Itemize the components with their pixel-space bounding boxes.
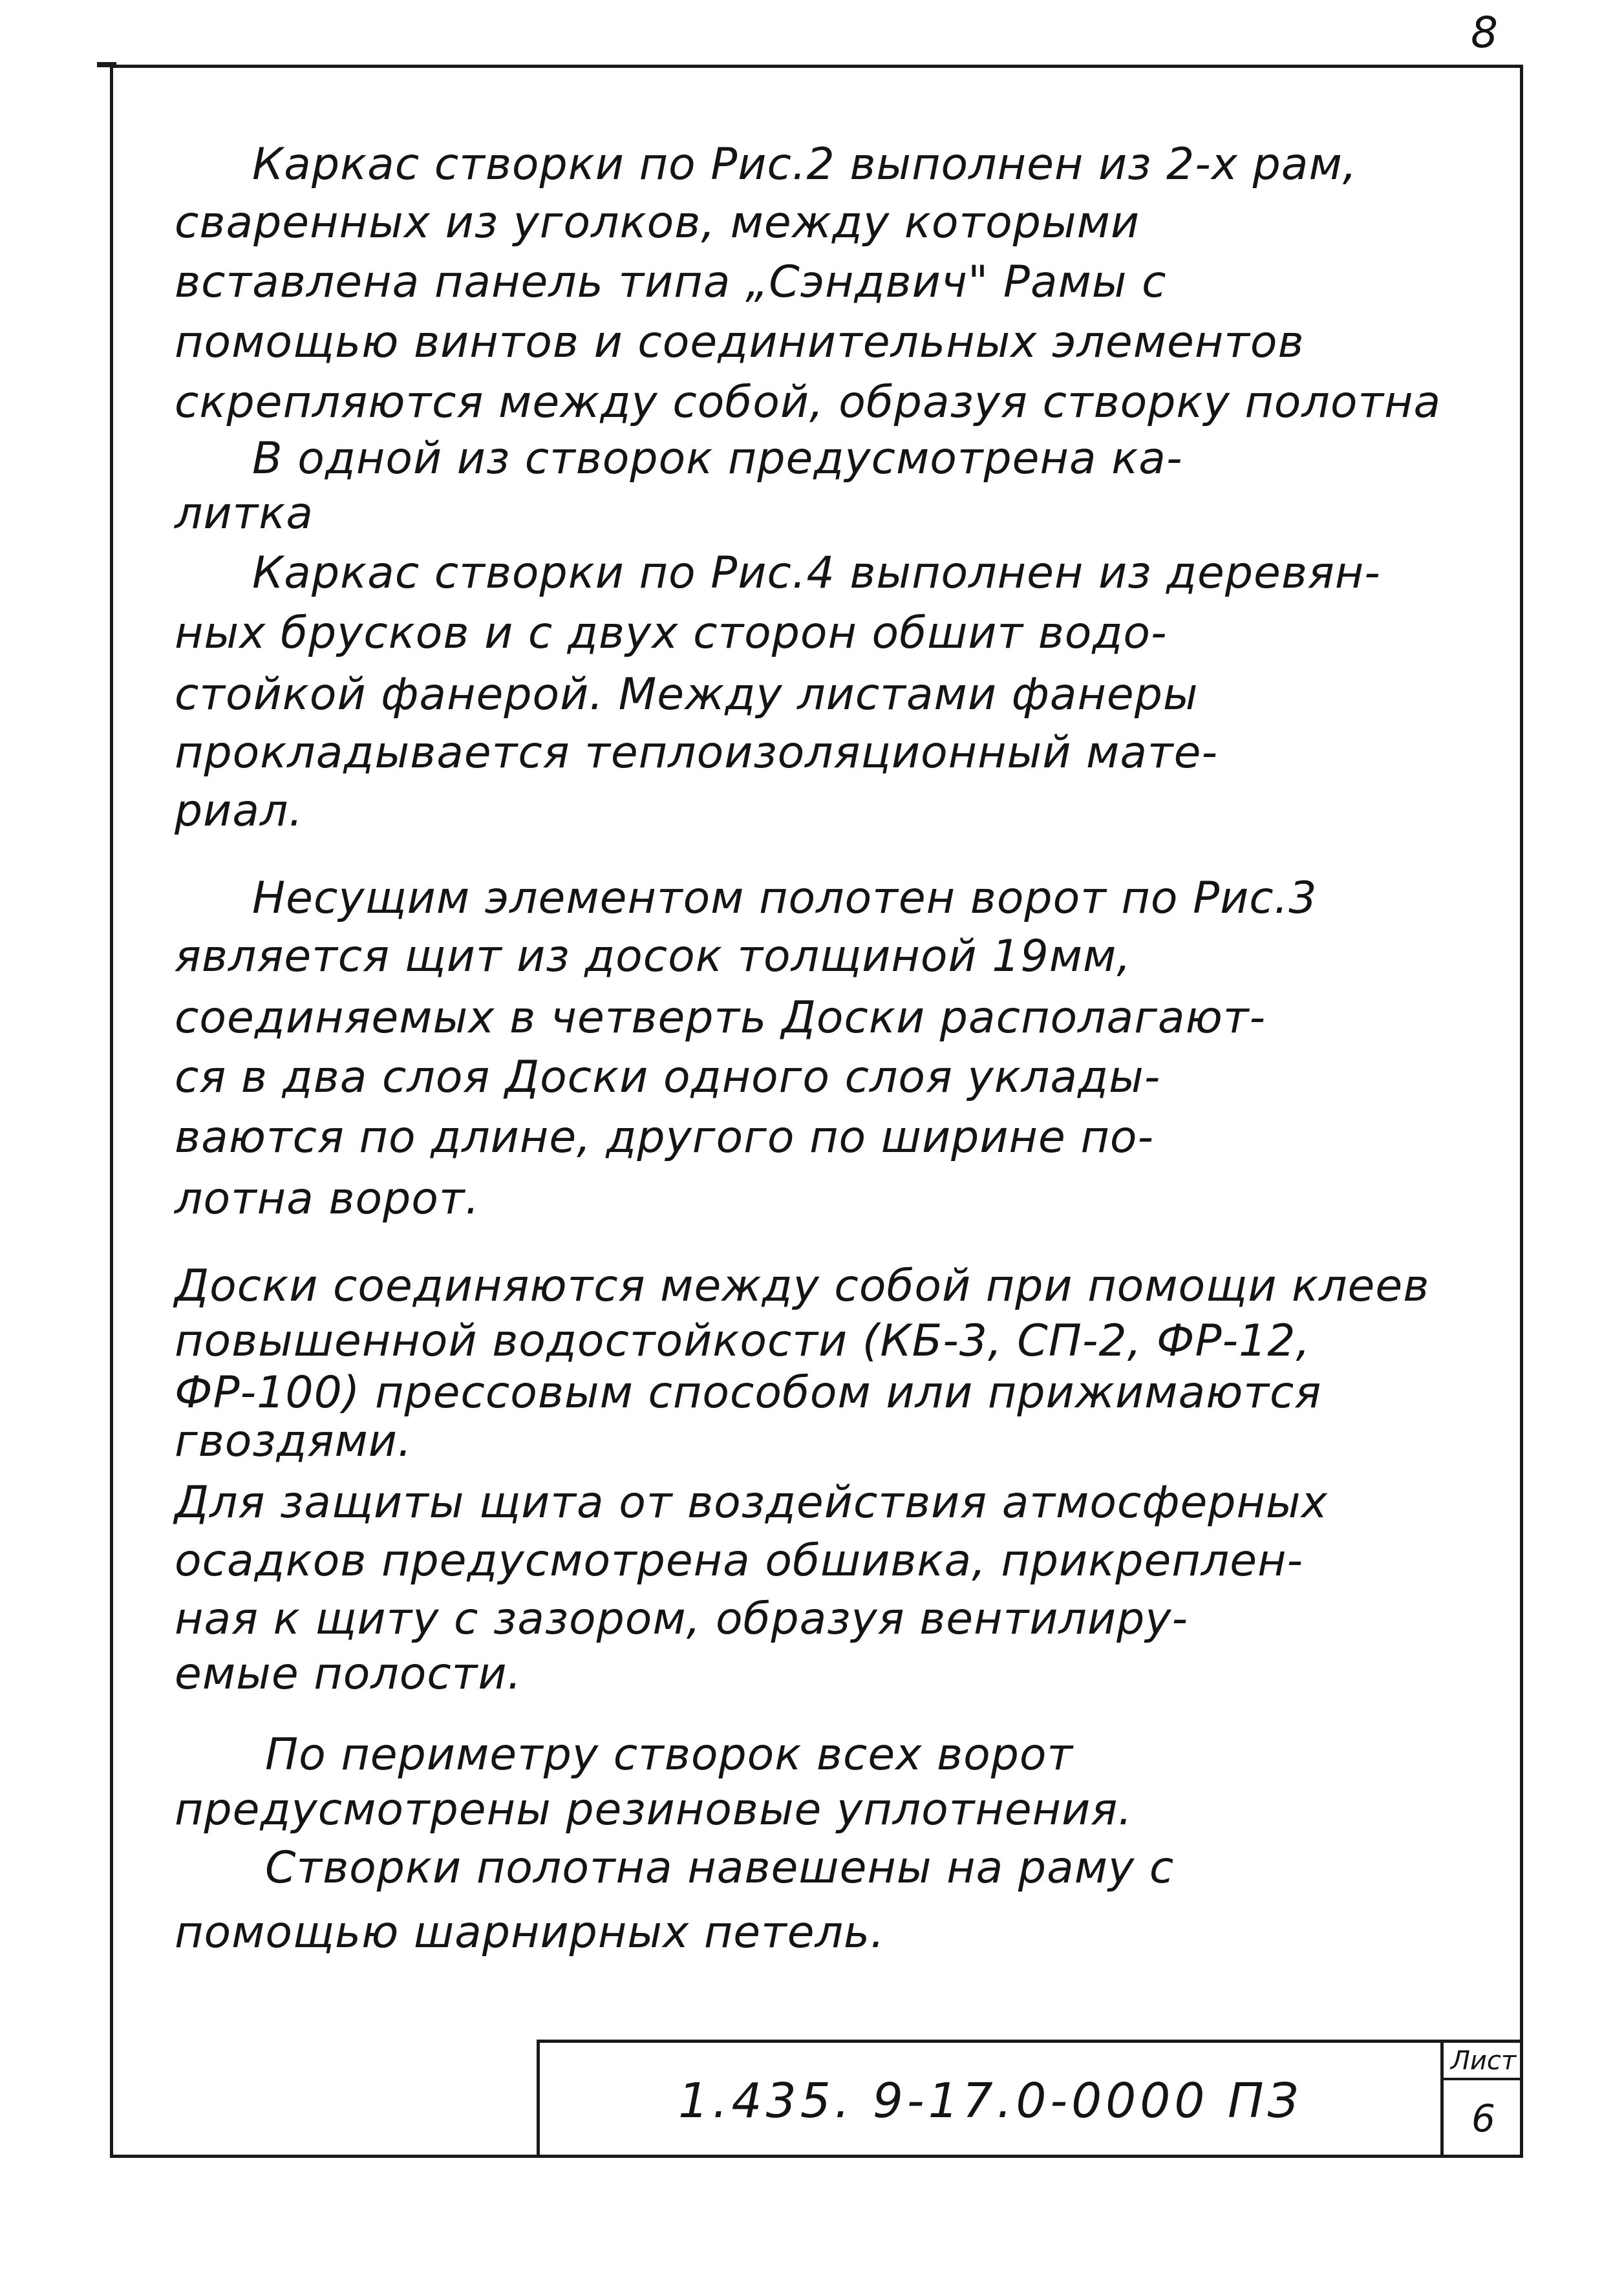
text-line: Каркас створки по Рис.2 выполнен из 2-х рам,: [252, 139, 1358, 190]
text-line: повышенной водостойкости (КБ-3, СП-2, ФР-12,: [175, 1316, 1311, 1367]
text-line: В одной из створок предусмотрена ка-: [252, 433, 1183, 484]
page-number: 8: [1471, 8, 1498, 58]
text-line: помощью винтов и соединительных элементов: [175, 317, 1305, 368]
text-line: помощью шарнирных петель.: [175, 1907, 885, 1958]
text-line: емые полости.: [175, 1648, 522, 1700]
sheet-number: 6: [1471, 2096, 1495, 2140]
text-line: стойкой фанерой. Между листами фанеры: [175, 669, 1199, 720]
text-line: ФР-100) прессовым способом или прижимаются: [175, 1367, 1322, 1418]
text-line: Створки полотна навешены на раму с: [265, 1842, 1175, 1893]
text-line: гвоздями.: [175, 1416, 412, 1467]
text-line: ся в два слоя Доски одного слоя уклады-: [175, 1052, 1161, 1103]
text-line: Несущим элементом полотен ворот по Рис.3: [252, 873, 1318, 924]
text-line: предусмотрены резиновые уплотнения.: [175, 1784, 1133, 1835]
text-line: является щит из досок толщиной 19мм,: [175, 931, 1131, 982]
text-line: По периметру створок всех ворот: [265, 1729, 1074, 1780]
text-line: лотна ворот.: [175, 1173, 480, 1224]
text-line: ных брусков и с двух сторон обшит водо-: [175, 608, 1168, 659]
text-line: ная к щиту с зазором, образуя вентилиру-: [175, 1594, 1189, 1645]
text-line: Для защиты щита от воздействия атмосферных: [175, 1477, 1328, 1528]
text-line: ваются по длине, другого по ширине по-: [175, 1112, 1155, 1163]
text-line: осадков предусмотрена обшивка, прикреплен-: [175, 1535, 1304, 1586]
sheet-label: Лист: [1444, 2043, 1523, 2080]
text-line: скрепляются между собой, образуя створку полотна: [175, 377, 1442, 428]
document-code: 1.435. 9-17.0-0000 ПЗ: [678, 2073, 1303, 2129]
text-line: вставлена панель типа „Сэндвич" Рамы с: [175, 257, 1167, 308]
text-line: Каркас створки по Рис.4 выполнен из деревян-: [252, 548, 1381, 599]
title-block: [537, 2040, 1523, 2158]
text-line: сваренных из уголков, между которыми: [175, 197, 1140, 248]
text-line: Доски соединяются между собой при помощи клеев: [175, 1261, 1430, 1312]
text-line: соединяемых в четверть Доски располагают-: [175, 992, 1266, 1043]
text-line: риал.: [175, 785, 304, 837]
sheet-cell: [1440, 2043, 1523, 2158]
text-line: прокладывается теплоизоляционный мате-: [175, 727, 1218, 778]
text-line: литка: [175, 488, 314, 539]
